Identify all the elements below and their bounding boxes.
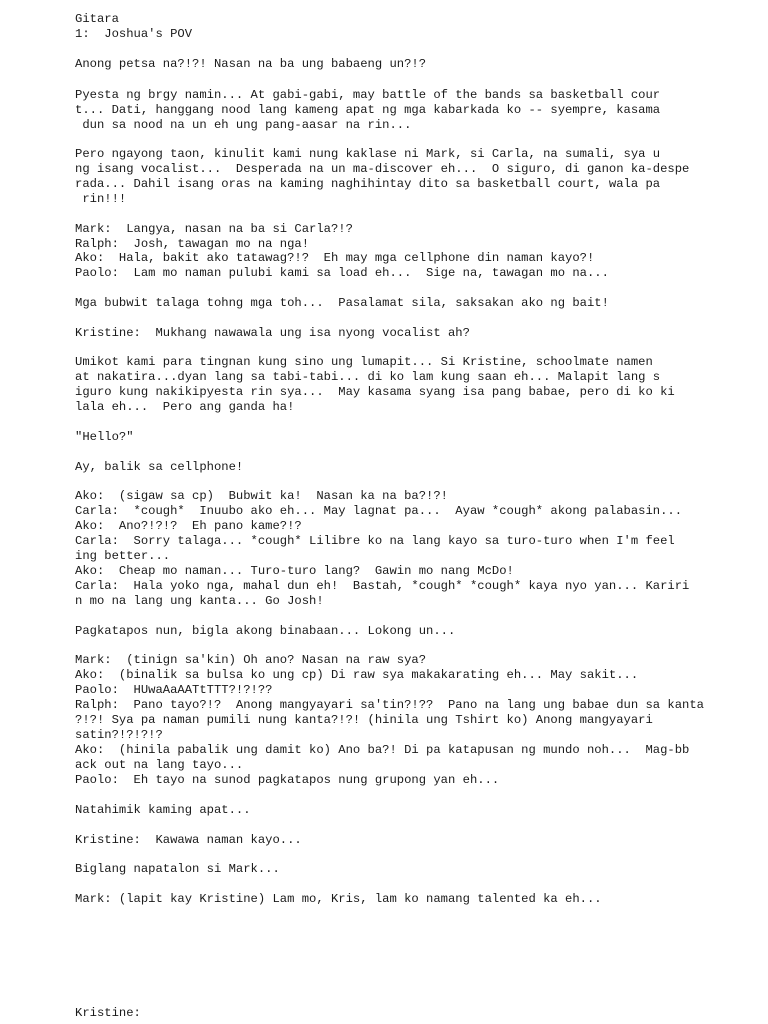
dialogue-line: Ako: Ano?!?!? Eh pano kame?!? [75, 519, 302, 533]
chapter-heading: 1: Joshua's POV [75, 27, 193, 41]
dialogue-line: n mo na lang ung kanta... Go Josh! [75, 594, 324, 608]
dialogue-line: Kristine: Kawawa naman kayo... [75, 833, 302, 847]
text-line: t... Dati, hanggang nood lang kameng apat ng mga kabarkada ko -- syempre, kasama [75, 103, 661, 117]
dialogue-line: Kristine: [75, 1006, 141, 1020]
dialogue-line: Paolo: Lam mo naman pulubi kami sa load eh... Sige na, tawagan mo na... [75, 266, 609, 280]
dialogue-line: Paolo: HUwaAaAATtTTT?!?!?? [75, 683, 273, 697]
text-line: ng isang vocalist... Desperada na un ma-discover eh... O siguro, di ganon ka-despe [75, 162, 690, 176]
text-line: Biglang napatalon si Mark... [75, 862, 280, 876]
dialogue-line: Ako: Hala, bakit ako tatawag?!? Eh may mga cellphone din naman kayo?! [75, 251, 595, 265]
dialogue-line: Ralph: Josh, tawagan mo na nga! [75, 237, 310, 251]
text-line: dun sa nood na un eh ung pang-aasar na rin... [75, 118, 412, 132]
dialogue-line: Carla: Sorry talaga... *cough* Lilibre ko na lang kayo sa turo-turo when I'm feel [75, 534, 675, 548]
text-line: Pero ngayong taon, kinulit kami nung kaklase ni Mark, si Carla, na sumali, sya u [75, 147, 661, 161]
text-line: at nakatira...dyan lang sa tabi-tabi... di ko lam kung saan eh... Malapit lang s [75, 370, 661, 384]
dialogue-line: Ralph: Pano tayo?!? Anong mangyayari sa'tin?!?? Pano na lang ung babae dun sa kanta [75, 698, 704, 712]
text-line: Ay, balik sa cellphone! [75, 460, 244, 474]
dialogue-line: satin?!?!?!? [75, 728, 163, 742]
text-line: "Hello?" [75, 430, 134, 444]
dialogue-line: ing better... [75, 549, 171, 563]
dialogue-line: Kristine: Mukhang nawawala ung isa nyong vocalist ah? [75, 326, 470, 340]
dialogue-line: ?!?! Sya pa naman pumili nung kanta?!?! (hinila ung Tshirt ko) Anong mangyayari [75, 713, 653, 727]
dialogue-line: Carla: *cough* Inuubo ako eh... May lagnat pa... Ayaw *cough* akong palabasin... [75, 504, 683, 518]
text-line: rada... Dahil isang oras na kaming naghihintay dito sa basketball court, wala pa [75, 177, 661, 191]
text-line: Anong petsa na?!?! Nasan na ba ung babaeng un?!? [75, 57, 427, 71]
text-line: Pagkatapos nun, bigla akong binabaan... Lokong un... [75, 624, 456, 638]
dialogue-line: Mark: (lapit kay Kristine) Lam mo, Kris, lam ko namang talented ka eh... [75, 892, 602, 906]
dialogue-line: Ako: (sigaw sa cp) Bubwit ka! Nasan ka na ba?!?! [75, 489, 448, 503]
text-line: Mga bubwit talaga tohng mga toh... Pasalamat sila, saksakan ako ng bait! [75, 296, 609, 310]
dialogue-line: Mark: (tinign sa'kin) Oh ano? Nasan na raw sya? [75, 653, 427, 667]
text-line: lala eh... Pero ang ganda ha! [75, 400, 295, 414]
text-line: iguro kung nakikipyesta rin sya... May kasama syang isa pang babae, pero di ko ki [75, 385, 675, 399]
dialogue-line: Ako: (hinila pabalik ung damit ko) Ano ba?! Di pa katapusan ng mundo noh... Mag-bb [75, 743, 690, 757]
dialogue-line: Paolo: Eh tayo na sunod pagkatapos nung grupong yan eh... [75, 773, 500, 787]
text-line: Umikot kami para tingnan kung sino ung lumapit... Si Kristine, schoolmate namen [75, 355, 653, 369]
text-line: rin!!! [75, 192, 127, 206]
dialogue-line: ack out na lang tayo... [75, 758, 244, 772]
dialogue-line: Mark: Langya, nasan na ba si Carla?!? [75, 222, 353, 236]
dialogue-line: Ako: Cheap mo naman... Turo-turo lang? Gawin mo nang McDo! [75, 564, 514, 578]
dialogue-line: Carla: Hala yoko nga, mahal dun eh! Bastah, *cough* *cough* kaya nyo yan... Kariri [75, 579, 690, 593]
text-line: Natahimik kaming apat... [75, 803, 251, 817]
dialogue-line: Ako: (binalik sa bulsa ko ung cp) Di raw sya makakarating eh... May sakit... [75, 668, 639, 682]
story-title: Gitara [75, 12, 119, 26]
text-line: Pyesta ng brgy namin... At gabi-gabi, may battle of the bands sa basketball cour [75, 88, 661, 102]
